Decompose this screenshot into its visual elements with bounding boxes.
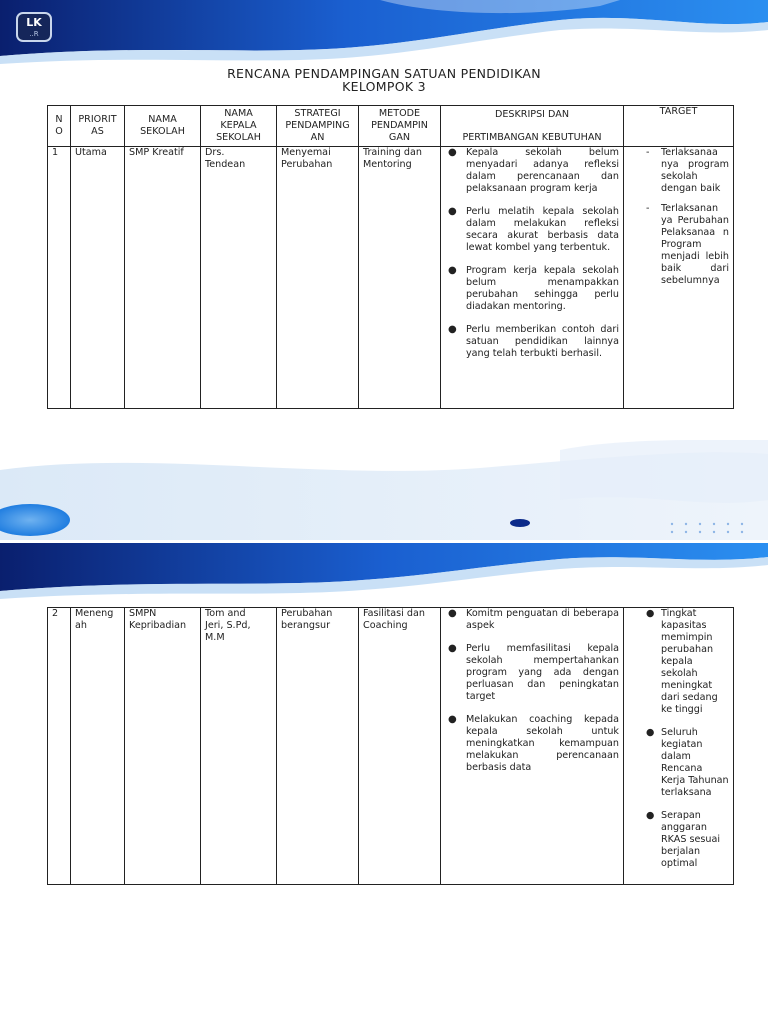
target-text: Seluruh kegiatan dalam Rencana Kerja Tahunan terlaksana: [661, 727, 729, 798]
bullet-icon: ●: [448, 324, 457, 335]
description-text: Perlu memberikan contoh dari satuan pendidikan lainnya yang telah terbukti berhasil.: [466, 324, 619, 359]
target-text: Terlaksanan ya Perubahan Pelaksanaa n Program menjadi lebih baik dari sebelumnya: [661, 203, 729, 286]
cell-strategy: Menyemai Perubahan: [277, 147, 359, 409]
target-text: Terlaksanaa nya program sekolah dengan baik: [661, 147, 729, 194]
table-row: [48, 147, 734, 409]
cell-description: [441, 147, 624, 409]
header-target: TARGET: [624, 106, 734, 147]
header-wave-decoration: [0, 543, 768, 603]
header-method: METODE PENDAMPIN GAN: [359, 106, 441, 147]
plan-table-continued: [47, 607, 734, 885]
header-description-line2: PERTIMBANGAN KEBUTUHAN: [462, 131, 602, 143]
cell-method: Fasilitasi dan Coaching: [359, 608, 441, 885]
bullet-icon: ●: [646, 810, 655, 821]
list-item: [445, 265, 619, 313]
list-item: [445, 324, 619, 360]
cell-no: 1: [48, 147, 71, 409]
bullet-icon: ●: [448, 265, 457, 276]
header-description: [441, 106, 624, 147]
cell-principal: Drs. Tendean: [201, 147, 277, 409]
logo-text: LK: [26, 16, 42, 29]
logo-subtext: ..R: [29, 30, 39, 38]
cell-school: SMP Kreatif: [125, 147, 201, 409]
bullet-icon: ●: [448, 147, 457, 158]
plan-table: [47, 105, 734, 409]
list-item: [628, 727, 729, 799]
header-strategy: STRATEGI PENDAMPING AN: [277, 106, 359, 147]
bullet-icon: ●: [646, 608, 655, 619]
list-item: [445, 714, 619, 774]
bullet-icon: ●: [448, 608, 457, 619]
bullet-icon: ●: [646, 727, 655, 738]
description-text: Melakukan coaching kepada kepala sekolah untuk meningkatkan kemampuan melakukan perencanaan berbasis data: [466, 714, 619, 773]
cell-no: 2: [48, 608, 71, 885]
description-text: Perlu melatih kepala sekolah dalam melakukan refleksi secara akurat berbasis data lewat kombel yang terbentuk.: [466, 206, 619, 253]
description-text: Kepala sekolah belum menyadari adanya refleksi dalam perencanaan dan pelaksanaan program kerja: [466, 147, 619, 194]
list-item: [445, 206, 619, 254]
target-text: Tingkat kapasitas memimpin perubahan kepala sekolah meningkat dari sedang ke tinggi: [661, 608, 718, 715]
document-subtitle: KELOMPOK 3: [342, 79, 426, 94]
cell-principal: Tom and Jeri, S.Pd, M.M: [201, 608, 277, 885]
dash-icon: -: [646, 147, 650, 158]
cell-strategy: Perubahan berangsur: [277, 608, 359, 885]
header-wave-decoration: [0, 0, 768, 70]
list-item: [445, 608, 619, 632]
cell-description: [441, 608, 624, 885]
list-item: [628, 810, 729, 870]
list-item: [628, 147, 729, 195]
header-priority: PRIORIT AS: [71, 106, 125, 147]
cell-priority: Meneng ah: [71, 608, 125, 885]
description-text: Perlu memfasilitasi kepala sekolah mempertahankan program yang ada dengan perluasan dan peningkatan target: [466, 643, 619, 702]
header-no: N O: [48, 106, 71, 147]
description-text: Program kerja kepala sekolah belum menampakkan perubahan sehingga perlu diadakan mentoring.: [466, 265, 619, 312]
table-header-row: [48, 106, 734, 147]
target-text: Serapan anggaran RKAS sesuai berjalan optimal: [661, 810, 721, 869]
list-item: [445, 147, 619, 195]
cell-target: [624, 608, 734, 885]
slide-page-2: [0, 543, 768, 1024]
header-school: NAMA SEKOLAH: [125, 106, 201, 147]
list-item: [628, 203, 729, 287]
list-item: [628, 608, 729, 716]
cell-priority: Utama: [71, 147, 125, 409]
table-row: [48, 608, 734, 885]
header-description-line1: DESKRIPSI DAN: [494, 108, 570, 120]
footer-wave-decoration: [0, 440, 768, 540]
cell-target: [624, 147, 734, 409]
description-text: Komitm penguatan di beberapa aspek: [466, 608, 619, 631]
header-principal: NAMA KEPALA SEKOLAH: [201, 106, 277, 147]
cell-method: Training dan Mentoring: [359, 147, 441, 409]
bullet-icon: ●: [448, 714, 457, 725]
list-item: [445, 643, 619, 703]
logo-badge: [16, 12, 52, 42]
bullet-icon: ●: [448, 643, 457, 654]
document-title: RENCANA PENDAMPINGAN SATUAN PENDIDIKAN: [227, 66, 541, 81]
dash-icon: -: [646, 203, 650, 214]
bullet-icon: ●: [448, 206, 457, 217]
cell-school: SMPN Kepribadian: [125, 608, 201, 885]
